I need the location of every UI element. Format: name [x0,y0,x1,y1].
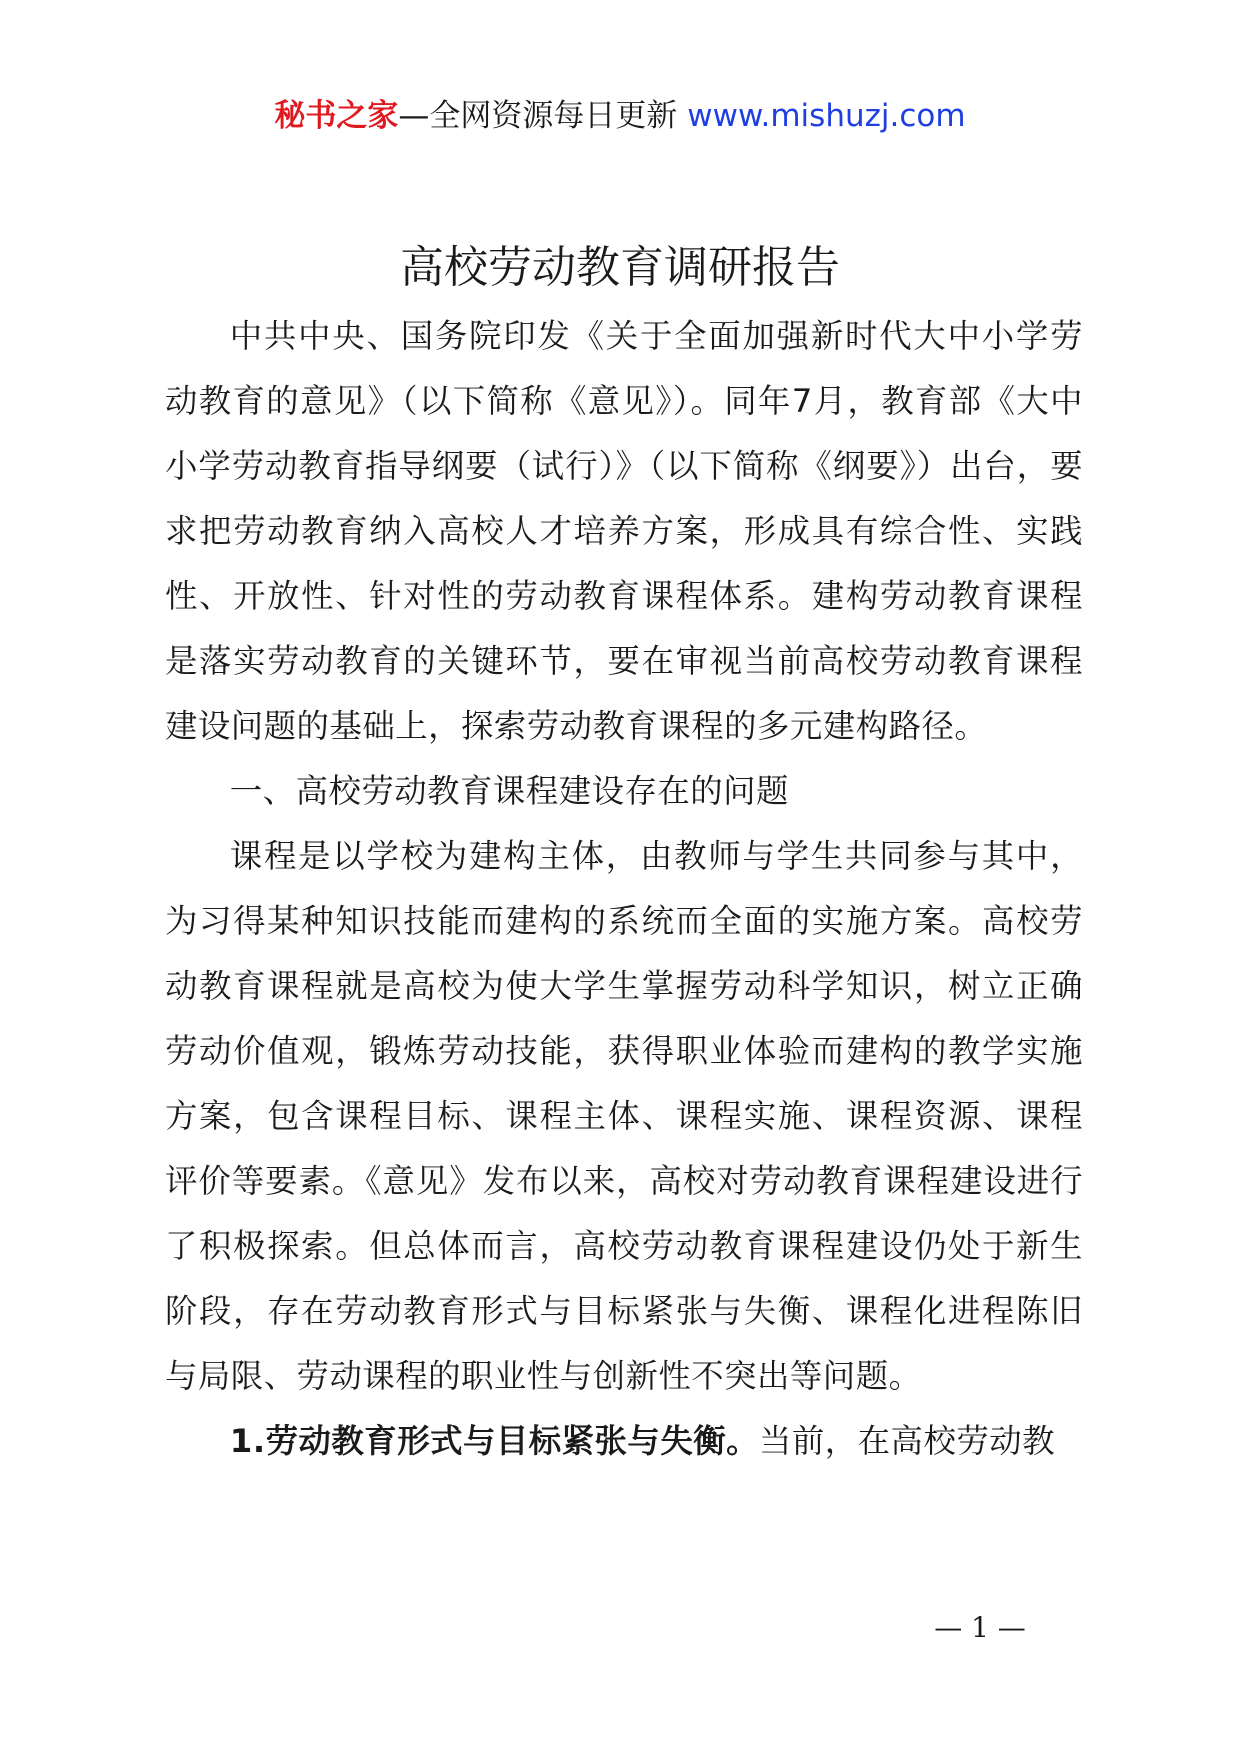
brand-name: 秘书之家 [274,98,399,134]
site-header [0,96,1240,136]
point-text: 当前，在高校劳动教 [759,1422,1056,1460]
page-number: — 1 — [934,1611,1026,1644]
document-title: 高校劳动教育调研报告 [400,242,840,293]
section-paragraph: 课程是以学校为建构主体，由教师与学生共同参与其中，为习得某种知识技能而建构的系统而全面的实施方案。高校劳动教育课程就是高校为使大学生掌握劳动科学知识，树立正确劳动价值观，锻炼劳动技能，获得职业体验而建构的教学实施方案，包含课程目标、课程主体、课程实施、课程资源、课程评价等要素。《意见》发布以来，高校对劳动教育课程建设进行了积极探索。但总体而言，高校劳动教育课程建设仍处于新生阶段，存在劳动教育形式与目标紧张与失衡、课程化进程陈旧与局限、劳动课程的职业性与创新性不突出等问题。 [165,837,1083,1395]
header-tagline: —全网资源每日更新 [398,98,678,134]
section-heading: 一、高校劳动教育课程建设存在的问题 [229,772,789,810]
document-body [165,304,1083,1474]
point-heading: 1.劳动教育形式与目标紧张与失衡。 [229,1422,759,1460]
website-link[interactable]: www.mishuzj.com [687,98,966,134]
intro-paragraph: 中共中央、国务院印发《关于全面加强新时代大中小学劳动教育的意见》（以下简称《意见》）。同年7月，教育部《大中小学劳动教育指导纲要（试行）》（以下简称《纲要》）出台，要求把劳动教育纳入高校人才培养方案，形成具有综合性、实践性、开放性、针对性的劳动教育课程体系。建构劳动教育课程是落实劳动教育的关键环节，要在审视当前高校劳动教育课程建设问题的基础上，探索劳动教育课程的多元建构路径。 [165,317,1083,745]
point-paragraph [165,1409,1083,1474]
